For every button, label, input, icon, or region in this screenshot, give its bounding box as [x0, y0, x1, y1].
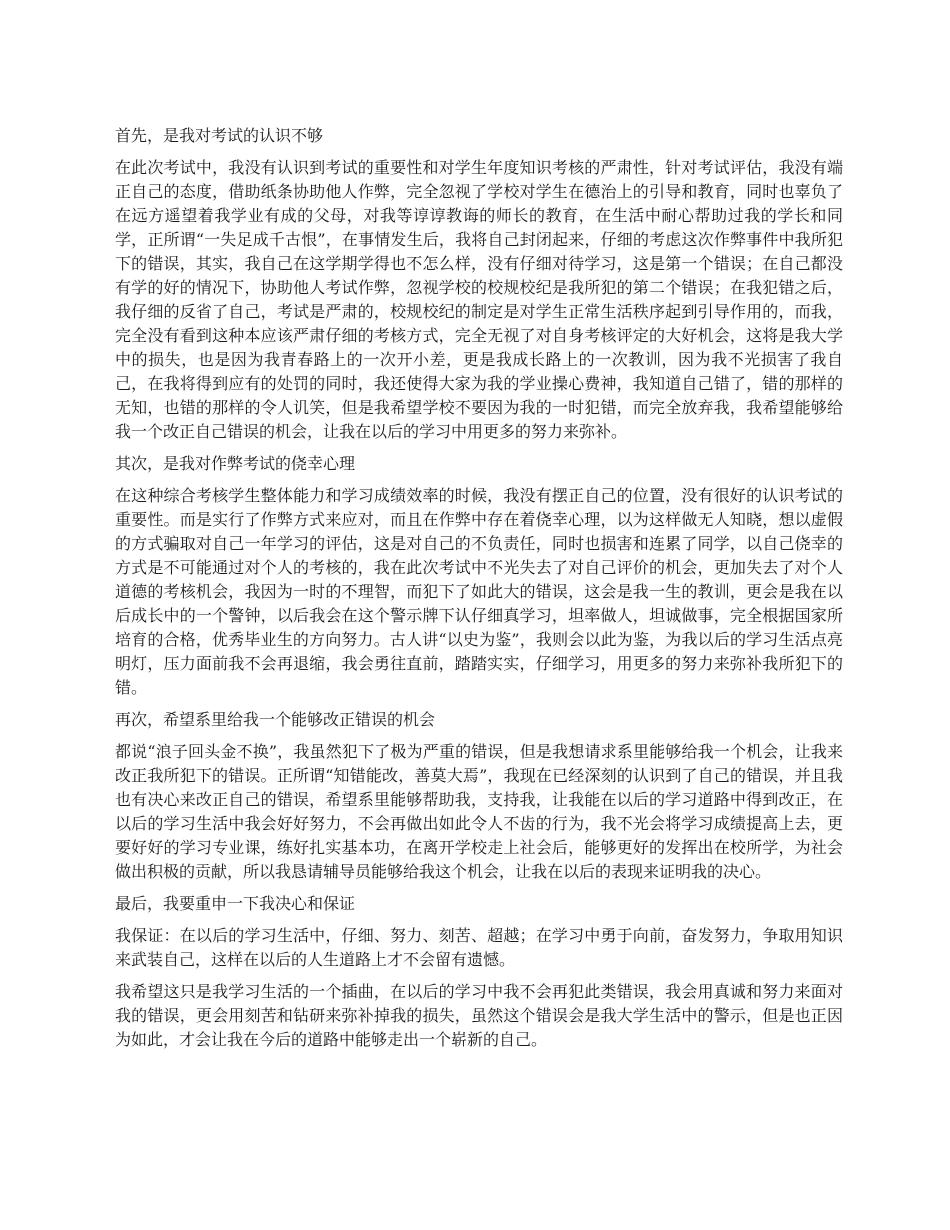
section-heading-3: 再次，希望系里给我一个能够改正错误的机会 — [115, 710, 436, 729]
paragraph-5: 我希望这只是我学习生活的一个插曲，在以后的学习中我不会再犯此类错误，我会用真诚和努力来面对我的错误，更会用刻苦和钻研来弥补掉我的损失，虽然这个错误会是我大学生活中的警示，但是也正因为如此，才会让我在今后的道路中能够走出一个崭新的自己。 — [115, 982, 843, 1049]
paragraph-1: 在此次考试中，我没有认识到考试的重要性和对学生年度知识考核的严肃性，针对考试评估，我没有端正自己的态度，借助纸条协助他人作弊，完全忽视了学校对学生在德治上的引导和教育，同时也辜负了在远方遥望着我学业有成的父母，对我等谆谆教诲的师长的教育，在生活中耐心帮助过我的学长和同学，正所谓“一失足成千古恨”，在事情发生后，我将自己封闭起来，仔细的考虑这次作弊事件中我所犯下的错误，其实，我自己在这学期学得也不怎么样，没有仔细对待学习，这是第一个错误；在自己都没有学的好的情况下，协助他人考试作弊，忽视学校的校规校纪是我所犯的第二个错误；在我犯错之后，我仔细的反省了自己，考试是严肃的，校规校纪的制定是对学生正常生活秩序起到引导作用的，而我，完全没有看到这种本应该严肃仔细的考核方式，完全无视了对自身考核评定的大好机会，这将是我大学中的损失，也是因为我青春路上的一次开小差，更是我成长路上的一次教训，因为我不光损害了我自己，在我将得到应有的处罚的同时，我还使得大家为我的学业操心费神，我知道自己错了，错的那样的无知，也错的那样的令人讥笑，但是我希望学校不要因为我的一时犯错，而完全放弃我，我希望能够给我一个改正自己错误的机会，让我在以后的学习中用更多的努力来弥补。 — [115, 158, 843, 441]
section-heading-2: 其次，是我对作弊考试的侥幸心理 — [115, 454, 356, 473]
paragraph-2: 在这种综合考核学生整体能力和学习成绩效率的时候，我没有摆正自己的位置，没有很好的认识考试的重要性。而是实行了作弊方式来应对，而且在作弊中存在着侥幸心理，以为这样做无人知晓，想以虚假的方式骗取对自己一年学习的评估，这是对自己的不负责任，同时也损害和连累了同学，以自己侥幸的方式是不可能通过对个人的考核的，我在此次考试中不光失去了对自己评价的机会，更加失去了对个人道德的考核机会，我因为一时的不理智，而犯下了如此大的错误，这会是我一生的教训，更会是我在以后成长中的一个警钟，以后我会在这个警示牌下认仔细真学习，坦率做人，坦诚做事，完全根据国家所培育的合格，优秀毕业生的方向努力。古人讲“以史为鉴”，我则会以此为鉴，为我以后的学习生活点亮明灯，压力面前我不会再退缩，我会勇往直前，踏踏实实，仔细学习，用更多的努力来弥补我所犯下的错。 — [115, 486, 843, 697]
section-heading-4: 最后，我要重申一下我决心和保证 — [115, 894, 356, 913]
document-body — [115, 124, 843, 1060]
paragraph-4: 我保证：在以后的学习生活中，仔细、努力、刻苦、超越；在学习中勇于向前，奋发努力，争取用知识来武装自己，这样在以后的人生道路上才不会留有遗憾。 — [115, 926, 843, 969]
section-heading-1: 首先，是我对考试的认识不够 — [115, 126, 324, 145]
paragraph-3: 都说“浪子回头金不换”，我虽然犯下了极为严重的错误，但是我想请求系里能够给我一个机会，让我来改正我所犯下的错误。正所谓“知错能改，善莫大焉”，我现在已经深刻的认识到了自己的错误，并且我也有决心来改正自己的错误，希望系里能够帮助我，支持我，让我能在以后的学习道路中得到改正，在以后的学习生活中我会好好努力，不会再做出如此令人不齿的行为，我不光会将学习成绩提高上去，更要好好的学习专业课，练好扎实基本功，在离开学校走上社会后，能够更好的发挥出在校所学，为社会做出积极的贡献，所以我恳请辅导员能够给我这个机会，让我在以后的表现来证明我的决心。 — [115, 742, 843, 881]
